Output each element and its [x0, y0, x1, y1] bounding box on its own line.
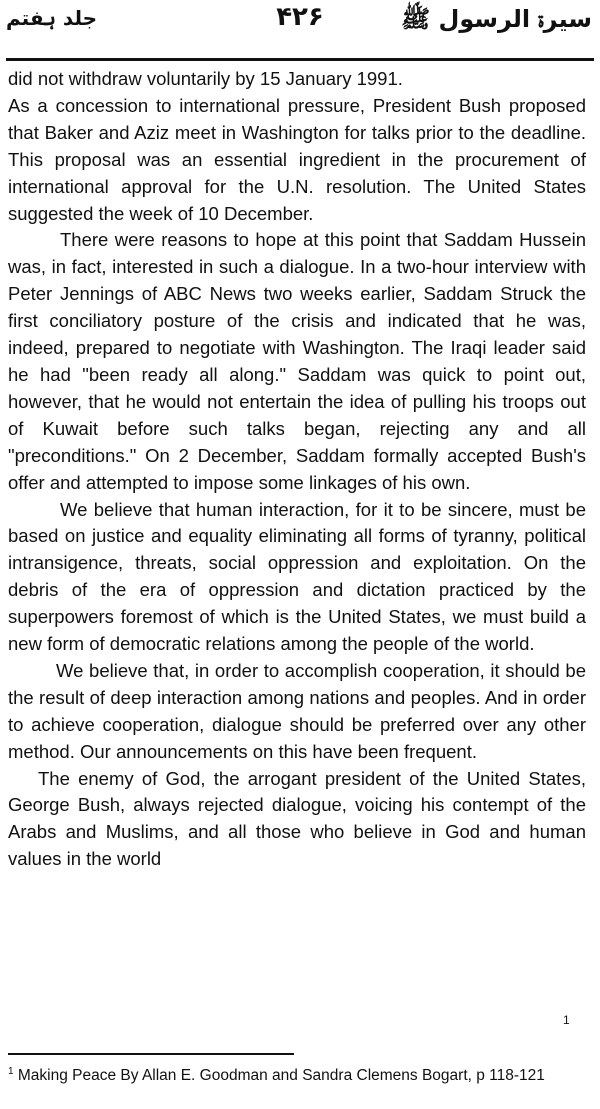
header-rule — [6, 58, 594, 61]
paragraph-3: There were reasons to hope at this point that Saddam Hussein was, in fact, interested in such a dialogue. In a two-hour interview with Peter Jennings of ABC News two weeks earlier, Saddam Struck the first conciliatory posture of the crisis and indicated that he was, indeed, prepared to negotiate with Washington. The Iraqi leader said he had "been ready all along." Saddam was quick to point out, however, that he would not entertain the idea of pulling his troops out of Kuwait before such talks began, rejecting any and all "preconditions." On 2 December, Saddam formally accepted Bush's offer and attempted to impose some linkages of his own. — [8, 229, 586, 493]
footnote-reference: 1 — [563, 1013, 570, 1027]
footnote-marker: 1 — [8, 1066, 14, 1077]
running-title: سیرۃ الرسول ﷺ — [401, 5, 592, 33]
paragraph-6: The enemy of God, the arrogant president of the United States, George Bush, always rejected dialogue, voicing his contempt of the Arabs and Muslims, and all those who believe in God and human values in the world — [8, 767, 586, 870]
paragraph-2: As a concession to international pressure, President Bush proposed that Baker and Aziz meet in Washington for talks prior to the deadline. This proposal was an essential ingredient in the procurement of international approval for the U.N. resolution. The United States suggested the week of 10 December. — [8, 94, 586, 224]
paragraph-1: did not withdraw voluntarily by 15 January 1991. — [8, 68, 403, 89]
footnote-text: Making Peace By Allan E. Goodman and Sandra Clemens Bogart, p 118-121 — [17, 1067, 545, 1085]
paragraph-4: We believe that human interaction, for it to be sincere, must be based on justice and equality eliminating all forms of tyranny, political intransigence, threats, social oppression and exploitation. On the debris of the era of oppression and dictation practiced by the superpowers foremost of which is the United States, we must build a new form of democratic relations among the people of the world. — [8, 498, 586, 655]
page-number: ۴۲۶ — [276, 2, 324, 32]
paragraph-5: We believe that, in order to accomplish cooperation, it should be the result of deep interaction among nations and peoples. And in order to achieve cooperation, dialogue should be preferred over any other method. Our announcements on this have been frequent. — [8, 659, 586, 762]
footnote-rule — [8, 1053, 294, 1055]
body-text — [8, 66, 586, 873]
page-header — [0, 0, 600, 62]
footnote — [8, 1062, 568, 1086]
volume-label: جلد ہفتم — [6, 6, 98, 30]
